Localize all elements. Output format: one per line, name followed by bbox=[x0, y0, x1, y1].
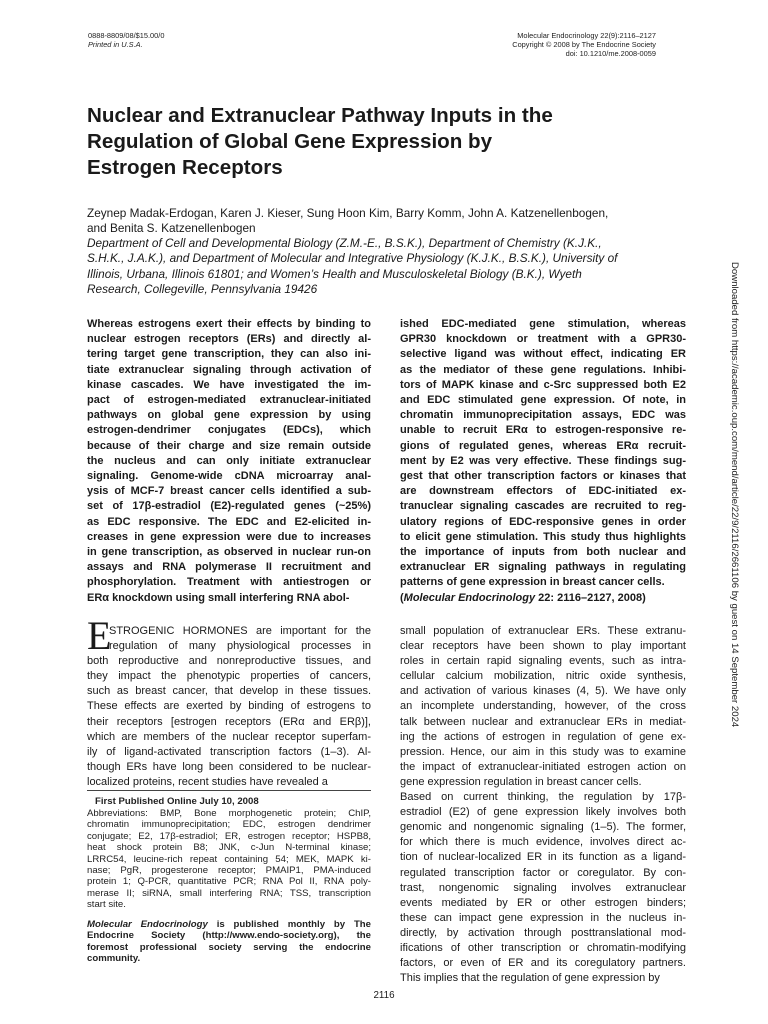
text-line: the nucleus and can only initiate extranuclear bbox=[87, 454, 371, 467]
journal-name: Molecular Endocrinology bbox=[87, 919, 208, 930]
text-line: pression. Hence, our aim in this study was to examine bbox=[400, 745, 686, 758]
abstract-right-column bbox=[400, 317, 686, 606]
text-line: chromatin immunoprecipitation assays, EDC was bbox=[400, 409, 686, 422]
publisher-line: is published monthly by The bbox=[216, 919, 372, 930]
drop-cap: E bbox=[87, 613, 112, 658]
text-line: conjugate; E2, 17β-estradiol; ER, estrogen receptor; HSPB8, bbox=[87, 830, 371, 842]
text-line: in gene transcription, as observed in nuclear run-on bbox=[87, 546, 371, 559]
text-line: pathways on global gene expression by using bbox=[87, 409, 371, 422]
text-line: start site. bbox=[87, 899, 126, 911]
text-line: GPR30 knockdown or treatment with a GPR30- bbox=[400, 333, 686, 346]
publisher-line: foremost professional society serving the endocrine bbox=[87, 941, 371, 953]
download-watermark[interactable]: Downloaded from https://academic.oup.com/mend/article/22/9/2116/2661106 by guest on 14 September 2024 bbox=[729, 262, 740, 728]
text-line: small population of extranuclear ERs. These extranu- bbox=[400, 625, 686, 637]
text-line: directly, by activation through posttranslational mod- bbox=[400, 926, 686, 939]
text-line: because of their charge and size remain outside bbox=[87, 439, 371, 452]
authors-line: and Benita S. Katzenellenbogen bbox=[87, 221, 256, 236]
text-line: chromatin immunoprecipitation; EDC, estrogen dendrimer bbox=[87, 819, 371, 831]
text-line: patterns of gene expression in breast cancer cells. bbox=[400, 576, 665, 589]
text-line: These effects are exerted by binding of estrogens to bbox=[87, 700, 371, 713]
text-line: as the mediator of these gene regulations. Inhibi- bbox=[400, 363, 686, 376]
text-line: heat shock protein B8; JNK, c-Jun N-terminal kinase; bbox=[87, 842, 371, 854]
text-line: for which there is much evidence, involves direct ac- bbox=[400, 836, 686, 849]
affiliation-line: Illinois, Urbana, Illinois 61801; and Women’s Health and Musculoskeletal Biology (B.K.), Wyeth bbox=[87, 266, 582, 281]
text-line: and EDC stimulated gene expression. Of note, in bbox=[400, 394, 686, 407]
title-line: Estrogen Receptors bbox=[87, 156, 283, 179]
text-line: pact of estrogen-mediated extranuclear-initiated bbox=[87, 394, 371, 407]
text-line: set of 17β-estradiol (E2)-regulated genes (~25%) bbox=[87, 500, 371, 513]
text-line: kinase cascades. We have investigated the im- bbox=[87, 378, 371, 391]
text-line: STROGENIC HORMONES are important for the bbox=[109, 625, 371, 637]
text-line: phosphorylation. Treatment with antiestrogen or bbox=[87, 576, 371, 589]
running-header-right bbox=[512, 31, 656, 58]
affiliation-line: Research, Collegeville, Pennsylvania 19426 bbox=[87, 282, 318, 297]
affiliation-line: S.H.K., J.A.K.), and Department of Molecular and Integrative Physiology (K.J.K., B.S.K.), University of bbox=[87, 251, 618, 266]
text-line: assays and RNA polymerase II recruitment and bbox=[87, 561, 371, 574]
text-line: ifications of other transcription or chromatin-modifying bbox=[400, 941, 686, 954]
abstract-left-column bbox=[87, 317, 371, 606]
text-line: protein 1; Q-PCR, quantitative PCR; RNA Pol II, RNA poly- bbox=[87, 876, 371, 888]
authors-line: Zeynep Madak-Erdogan, Karen J. Kieser, Sung Hoon Kim, Barry Komm, John A. Katzenellenbogen, bbox=[87, 206, 609, 220]
text-line: they impact the phenotypic properties of cancers, bbox=[87, 670, 371, 683]
text-line: though ERs have long been considered to be nuclear- bbox=[87, 760, 371, 773]
text-line: these can impact gene expression in the nucleus in- bbox=[400, 911, 686, 924]
price-code: 0888-8809/08/$15.00/0 bbox=[88, 31, 165, 40]
text-line: gene expression regulation in breast cancer cells. bbox=[400, 775, 642, 788]
text-line: as EDC responsive. The EDC and E2-elicited in- bbox=[87, 515, 371, 528]
text-line: nase; PgR, progesterone receptor; PMAIP1, PMA-induced bbox=[87, 865, 371, 877]
copyright-line: Copyright © 2008 by The Endocrine Society bbox=[512, 40, 656, 49]
text-line: estradiol (E2) of gene expression likely involves both bbox=[400, 806, 686, 819]
text-line: Abbreviations: BMP, Bone morphogenetic protein; ChIP, bbox=[87, 808, 371, 819]
text-line: to elicit gene stimulation. This study thus highlights bbox=[400, 530, 686, 543]
text-line: This implies that the regulation of gene expression by bbox=[400, 972, 660, 985]
text-line: which are members of the nuclear receptor superfam- bbox=[87, 730, 371, 743]
text-line: are downstream effectors of EDC-initiated ex- bbox=[400, 485, 686, 498]
text-line: such as breast cancer, that develop in these tissues. bbox=[87, 685, 371, 698]
text-line: gest that other transcription factors or kinases that bbox=[400, 470, 686, 483]
text-line: ulatory regions of EDC-responsive genes in order bbox=[400, 515, 686, 528]
text-line: an incomplete understanding, however, of the cross bbox=[400, 700, 686, 713]
text-line: ily of ligand-activated transcription factors (1–3). Al- bbox=[87, 745, 371, 758]
text-line: genomic and nongenomic signaling (1–5). The former, bbox=[400, 821, 686, 834]
text-line: tors of MAPK kinase and c-Src suppressed both E2 bbox=[400, 378, 686, 391]
affiliation-line: Department of Cell and Developmental Biology (Z.M.-E., B.S.K.), Department of Chemistry (K.J.K., bbox=[87, 236, 602, 250]
text-line: signaling. Genome-wide cDNA microarray anal- bbox=[87, 470, 371, 483]
article-title bbox=[87, 103, 647, 181]
text-line: and activation of various kinases (4, 5). We have only bbox=[400, 685, 686, 698]
text-line: cellular calcium mobilization, nitric oxide synthesis, bbox=[400, 670, 686, 683]
body-left-column bbox=[87, 624, 371, 790]
author-list bbox=[87, 206, 697, 237]
text-line: Whereas estrogens exert their effects by binding to bbox=[87, 318, 371, 330]
abbreviations-footnote bbox=[87, 808, 371, 911]
text-line: regulation of many physiological processes in bbox=[109, 640, 371, 653]
title-line: Regulation of Global Gene Expression by bbox=[87, 130, 493, 153]
text-line: merase II; siRNA, small interfering RNA; TSS, transcription bbox=[87, 887, 371, 899]
text-line: LRRC54, leucine-rich repeat containing 54; MEK, MAPK ki- bbox=[87, 853, 371, 865]
text-line: ing the actions of estrogen in regulation of gene ex- bbox=[400, 730, 686, 743]
text-line: tion of nuclear-localized ER in its function as a ligand- bbox=[400, 851, 686, 864]
text-line: nuclear estrogen receptors (ERs) and directly al- bbox=[87, 333, 371, 346]
text-line: talk between nuclear and extranuclear ERs in mediat- bbox=[400, 715, 686, 728]
title-line: Nuclear and Extranuclear Pathway Inputs in the bbox=[87, 104, 553, 127]
publisher-footnote bbox=[87, 919, 371, 965]
text-line: trast, nongenomic signaling involves extranuclear bbox=[400, 881, 686, 894]
text-line: creases in gene expression were due to increases bbox=[87, 530, 371, 543]
text-line: ished EDC-mediated gene stimulation, whereas bbox=[400, 318, 686, 330]
text-line: clear receptors have been shown to play important bbox=[400, 640, 686, 653]
text-line: gions of regulated genes, whereas ERα recruit- bbox=[400, 439, 686, 452]
text-line: tering target gene transcription, they can also ini- bbox=[87, 348, 371, 361]
text-line: their receptors [estrogen receptors (ERα and ERβ)], bbox=[87, 715, 371, 728]
printed-in: Printed in U.S.A. bbox=[88, 40, 143, 49]
body-right-column bbox=[400, 624, 686, 986]
affiliations bbox=[87, 236, 699, 298]
text-line: tranuclear signaling cascades are recruited to reg- bbox=[400, 500, 686, 513]
text-line: Based on current thinking, the regulation by 17β- bbox=[400, 791, 686, 804]
text-line: tiate extranuclear signaling through activation of bbox=[87, 363, 371, 376]
running-header-left bbox=[88, 31, 164, 49]
text-line: events mediated by ER or other estrogen binders; bbox=[400, 896, 686, 909]
publisher-line: community. bbox=[87, 953, 141, 965]
text-line: regulated transcription factor or coregulator. By con- bbox=[400, 866, 686, 879]
text-line: roles in certain rapid signaling events, such as intra- bbox=[400, 655, 686, 668]
text-line: both reproductive and nonreproductive tissues, and bbox=[87, 655, 371, 668]
text-line: selective ligand was without effect, indicating ER bbox=[400, 348, 686, 361]
journal-citation: Molecular Endocrinology 22(9):2116–2127 bbox=[517, 31, 656, 40]
first-published-note: First Published Online July 10, 2008 bbox=[95, 796, 259, 807]
footnote-rule bbox=[87, 790, 371, 791]
text-line: estrogen-dendrimer conjugates (EDCs), which bbox=[87, 424, 371, 437]
text-line: the importance of inputs from both nuclear and bbox=[400, 546, 686, 559]
text-line: factors, or even of ER and its coregulatory partners. bbox=[400, 957, 686, 970]
text-line: unable to recruit ERα to estrogen-responsive re- bbox=[400, 424, 686, 437]
text-line: localized proteins, recent studies have revealed a bbox=[87, 775, 328, 788]
doi-line[interactable]: doi: 10.1210/me.2008-0059 bbox=[565, 49, 656, 58]
text-line: ERα knockdown using small interfering RNA abol- bbox=[87, 591, 350, 604]
page-number: 2116 bbox=[373, 990, 395, 1001]
text-line: extranuclear ER signaling pathways in regulating bbox=[400, 561, 686, 574]
text-line: the impact of extranuclear-initiated estrogen action on bbox=[400, 760, 686, 773]
text-line: (Molecular Endocrinology 22: 2116–2127, 2008) bbox=[400, 591, 646, 604]
text-line: ment by E2 was very effective. These findings sug- bbox=[400, 454, 686, 467]
text-line: ysis of MCF-7 breast cancer cells identified a sub- bbox=[87, 485, 371, 498]
publisher-line[interactable]: Endocrine Society (http://www.endo-society.org), the bbox=[87, 930, 371, 942]
